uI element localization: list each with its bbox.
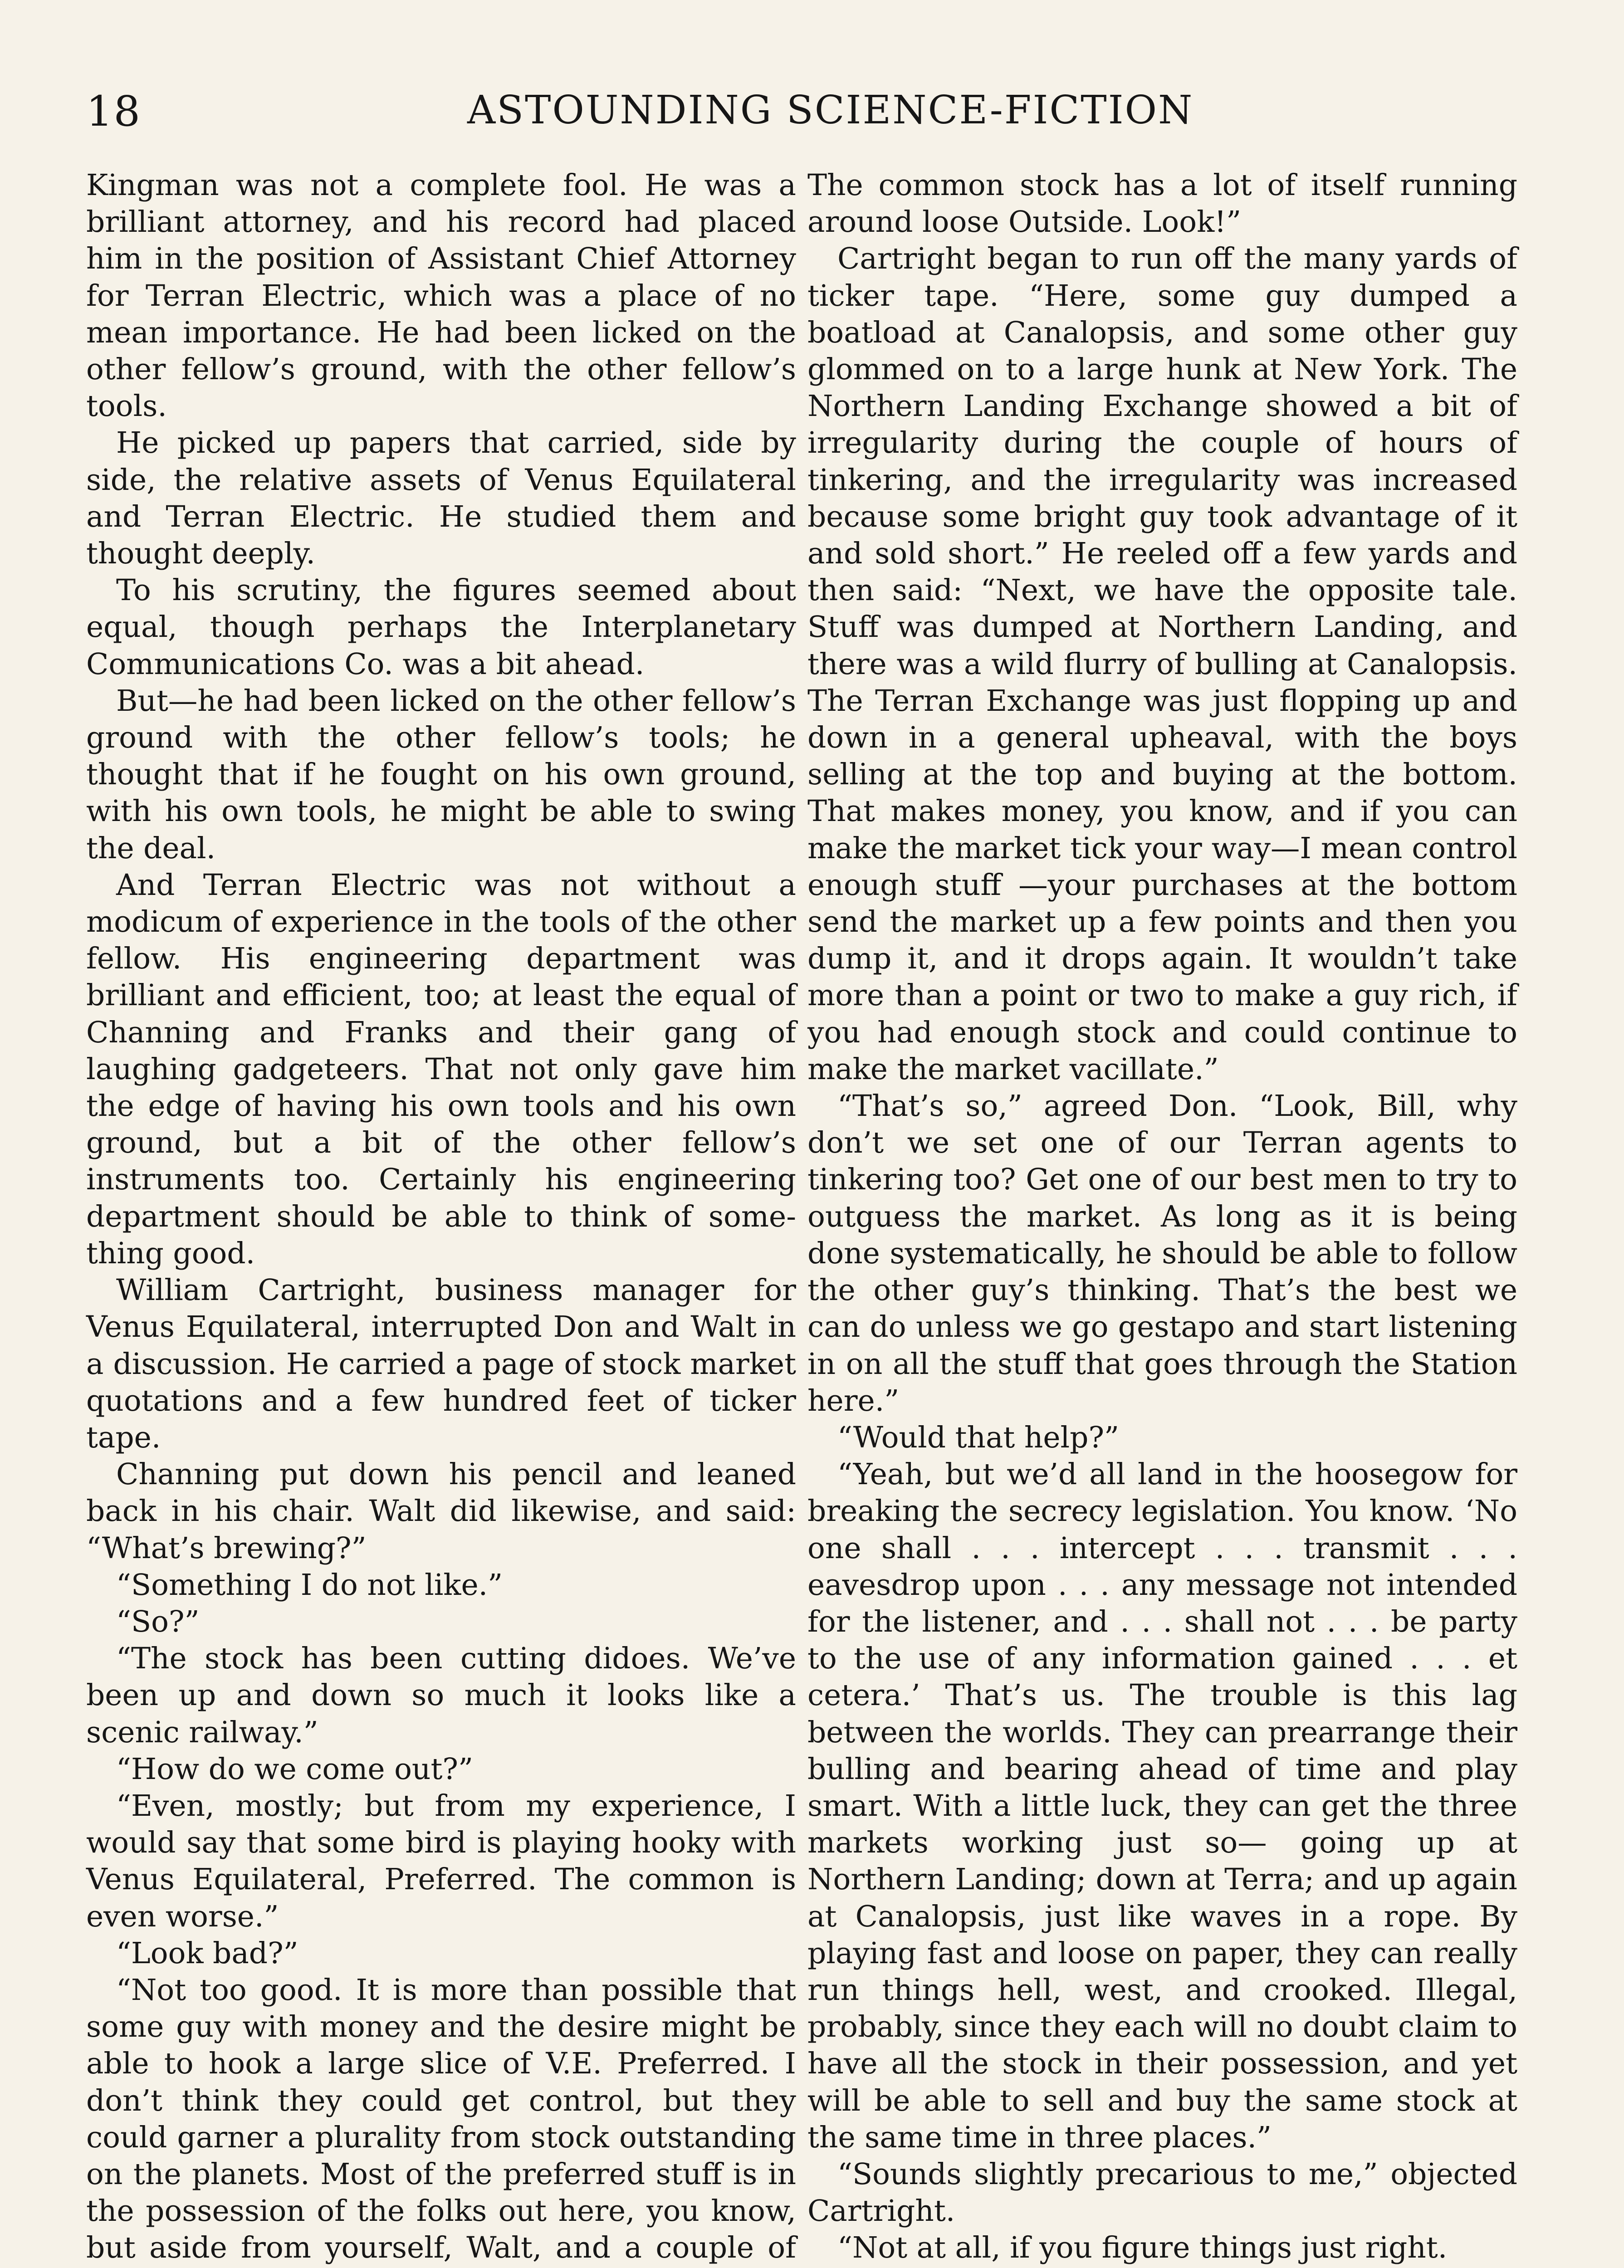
paragraph: But—he had been licked on the other fellow’s ground with the other fellow’s tools; he thought that if he fought on his own ground, with his own tools, he might be able to swing the deal. bbox=[86, 684, 796, 865]
paragraph: And Terran Electric was not without a modicum of experience in the tools of the other fellow. His engineering department was brilliant and efficient, too; at least the equal of Channing and Franks and their gang of laughing gadgeteers. That not only gave him the edge of having his own tools and his own ground, but a bit of the other fellow’s instruments too. Certainly his engineering department should be able to think of something good. bbox=[86, 868, 796, 1271]
page-number: 18 bbox=[86, 87, 142, 136]
paragraph: He picked up papers that carried, side by side, the relative assets of Venus Equilateral and Terran Electric. He studied them and thought deeply. bbox=[86, 426, 796, 571]
paragraph: The common stock has a lot of itself running around loose Outside. Look!” bbox=[807, 168, 1517, 240]
paragraph: “Not at all, if you figure things just right. bbox=[837, 2231, 1448, 2265]
paragraph: “Would that help?” bbox=[837, 1420, 1120, 1455]
paragraph: William Cartright, business manager for Venus Equilateral, interrupted Don and Walt in a discussion. He carried a page of stock market quotations and a few hundred feet of ticker tape. bbox=[86, 1273, 796, 1455]
paragraph: “So?” bbox=[116, 1604, 200, 1639]
paragraph: Kingman was not a complete fool. He was a brilliant attorney, and his record had placed him in the position of Assistant Chief Attorney for Terran Electric, which was a place of no mean importance. He had been licked on the other fellow’s ground, with the other fellow’s tools. bbox=[86, 168, 796, 424]
paragraph: “The stock has been cutting didoes. We’ve been up and down so much it looks like a scenic railway.” bbox=[86, 1642, 796, 1750]
paragraph: “Look bad?” bbox=[116, 1936, 298, 1970]
paragraph: “That’s so,” agreed Don. “Look, Bill, why don’t we set one of our Terran agents to tinkering too? Get one of our best men to try to outguess the market. As long as it is being done systematically, he should be able to follow the other guy’s thinking. That’s the best we can do unless we go gestapo and start listening in on all the stuff that goes through the Station here.” bbox=[807, 1089, 1517, 1418]
paragraph: “Sounds slightly precarious to me,” objected Cartright. bbox=[807, 2157, 1517, 2229]
paragraph: “Even, mostly; but from my experience, I would say that some bird is playing hooky with Venus Equilateral, Preferred. The common is even worse.” bbox=[86, 1789, 796, 1934]
running-head: ASTOUNDING SCIENCE-FICTION bbox=[467, 88, 1194, 133]
paragraph: Cartright began to run off the many yards of ticker tape. “Here, some guy dumped a boatload at Canalopsis, and some other guy glommed on to a large hunk at New York. The Northern Landing Exchange showed a bit of irregularity during the couple of hours of tinkering, and the irregularity was increased because some bright guy took advantage of it and sold short.” He reeled off a few yards and then said: “Next, we have the opposite tale. Stuff was dumped at Northern Landing, and there was a wild flurry of bulling at Canalopsis. The Terran Exchange was just flopping up and down in a general upheaval, with the boys selling at the top and buying at the bottom. That makes money, you know, and if you can make the market tick your way—I mean control enough stuff —your purchases at the bottom send the market up a few points and then you dump it, and it drops again. It wouldn’t take more than a point or two to make a guy rich, if you had enough stock and could continue to make the market vacillate.” bbox=[807, 242, 1517, 1086]
paragraph: Channing put down his pencil and leaned back in his chair. Walt did likewise, and said: “What’s brewing?” bbox=[86, 1457, 796, 1565]
right-column bbox=[807, 167, 1517, 2267]
paragraph: To his scrutiny, the figures seemed about equal, though perhaps the Interplanetary Communications Co. was a bit ahead. bbox=[86, 573, 796, 681]
paragraph: “Something I do not like.” bbox=[116, 1568, 503, 1602]
paragraph: “Not too good. It is more than possible that some guy with money and the desire might be able to hook a large slice of V.E. Preferred. I don’t think they could get control, but they could garner a plurality from stock outstanding on the planets. Most of the preferred stuff is in the possession of the folks out here, you know, but aside from yourself, Walt, and a couple of bbox=[86, 1973, 796, 2265]
left-column bbox=[86, 167, 796, 2268]
paragraph: “Yeah, but we’d all land in the hoosegow for breaking the secrecy legislation. You know. ‘No one shall . . . intercept . . . transmit . . . eavesdrop upon . . . any message not intended for the listener, and . . . shall not . . . be party to the use of any information gained . . . et cetera.’ That’s us. The trouble is this lag between the worlds. They can prearrange their bulling and bearing ahead of time and play smart. With a little luck, they can get the three markets working just so— going up at Northern Landing; down at Terra; and up again at Canalopsis, just like waves in a rope. By playing fast and loose on paper, they can really run things hell, west, and crooked. Illegal, probably, since they each will no doubt claim to have all the stock in their possession, and yet will be able to sell and buy the same stock at the same time in three places.” bbox=[807, 1457, 1517, 2155]
paragraph: “How do we come out?” bbox=[116, 1752, 473, 1786]
